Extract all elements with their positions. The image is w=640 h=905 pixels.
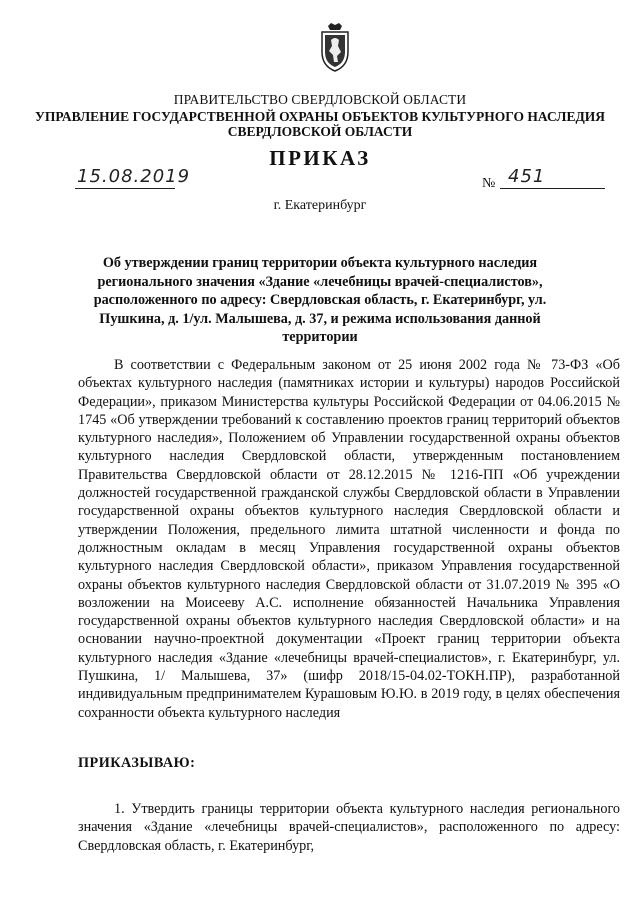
order-item-1: 1. Утвердить границы территории объекта культурного наследия регионального значения «Здание «лечебницы врачей-специалистов», расположенного по адресу: Свердловская область, г. Екатеринбург, (78, 801, 620, 854)
coat-of-arms-icon (318, 22, 352, 72)
date-field (75, 166, 191, 189)
preamble: В соответствии с Федеральным законом от 25 июня 2002 года № 73-ФЗ «Об объектах культурного наследия (памятниках истории и культуры) народов Российской Федерации», приказом Министерства культуры Российской Федерации от 04.06.2015 № 1745 «Об утверждении требований к составлению проектов границ территорий объектов культурного наследия», Положением об Управлении государственной охраны объектов культурного наследия Свердловской области, утвержденным постановлением Правительства Свердловской области от 28.12.2015 № 1216-ПП «Об учреждении должностей государственной гражданской службы Свердловской области в Управлении государственной охраны объектов культурного наследия Свердловской области и утверждении Положения, предельного лимита штатной численности и фонда по должностным окладам в месяц Управления государственной охраны объектов культурного наследия Свердловской области», приказом Управления государственной охраны объектов культурного наследия Свердловской области от 31.07.2019 № 395 «О возложении на Моисееву А.С. исполнение обязанностей Начальника Управления государственной охраны объектов культурного наследия Свердловской области» и на основании научно-проектной документации «Проект границ территории объекта культурного наследия «Здание «лечебницы врачей-специалистов», г. Екатеринбург, ул. Пушкина, 1/ Малышева, 37» (шифр 2018/15-04.02-ТОКН.ПР), разработанной индивидуальным предпринимателем Курашовым Ю.Ю. в 2019 году, в целях обеспечения сохранности объекта культурного наследия (78, 357, 620, 721)
department-name: УПРАВЛЕНИЕ ГОСУДАРСТВЕННОЙ ОХРАНЫ ОБЪЕКТОВ КУЛЬТУРНОГО НАСЛЕДИЯ (34, 109, 606, 124)
order-heading: ПРИКАЗЫВАЮ: (78, 755, 196, 771)
government-name: ПРАВИТЕЛЬСТВО СВЕРДЛОВСКОЙ ОБЛАСТИ (173, 92, 467, 107)
document-type: ПРИКАЗ (269, 146, 371, 170)
city: г. Екатеринбург (273, 198, 367, 213)
number-value: 451 (508, 166, 546, 187)
date-value: 15.08.2019 (77, 166, 191, 187)
number-field (500, 166, 605, 189)
document-title: Об утверждении границ территории объекта культурного наследия регионального значения «Здание «лечебницы врачей-специалистов», расположенного по адресу: Свердловская область, г. Екатеринбург, ул. Пушкина, д. 1/ул. Малышева, д. 37, и режима использования данной территории (93, 255, 547, 345)
number-label: № (482, 176, 496, 191)
department-region: СВЕРДЛОВСКОЙ ОБЛАСТИ (227, 124, 413, 139)
